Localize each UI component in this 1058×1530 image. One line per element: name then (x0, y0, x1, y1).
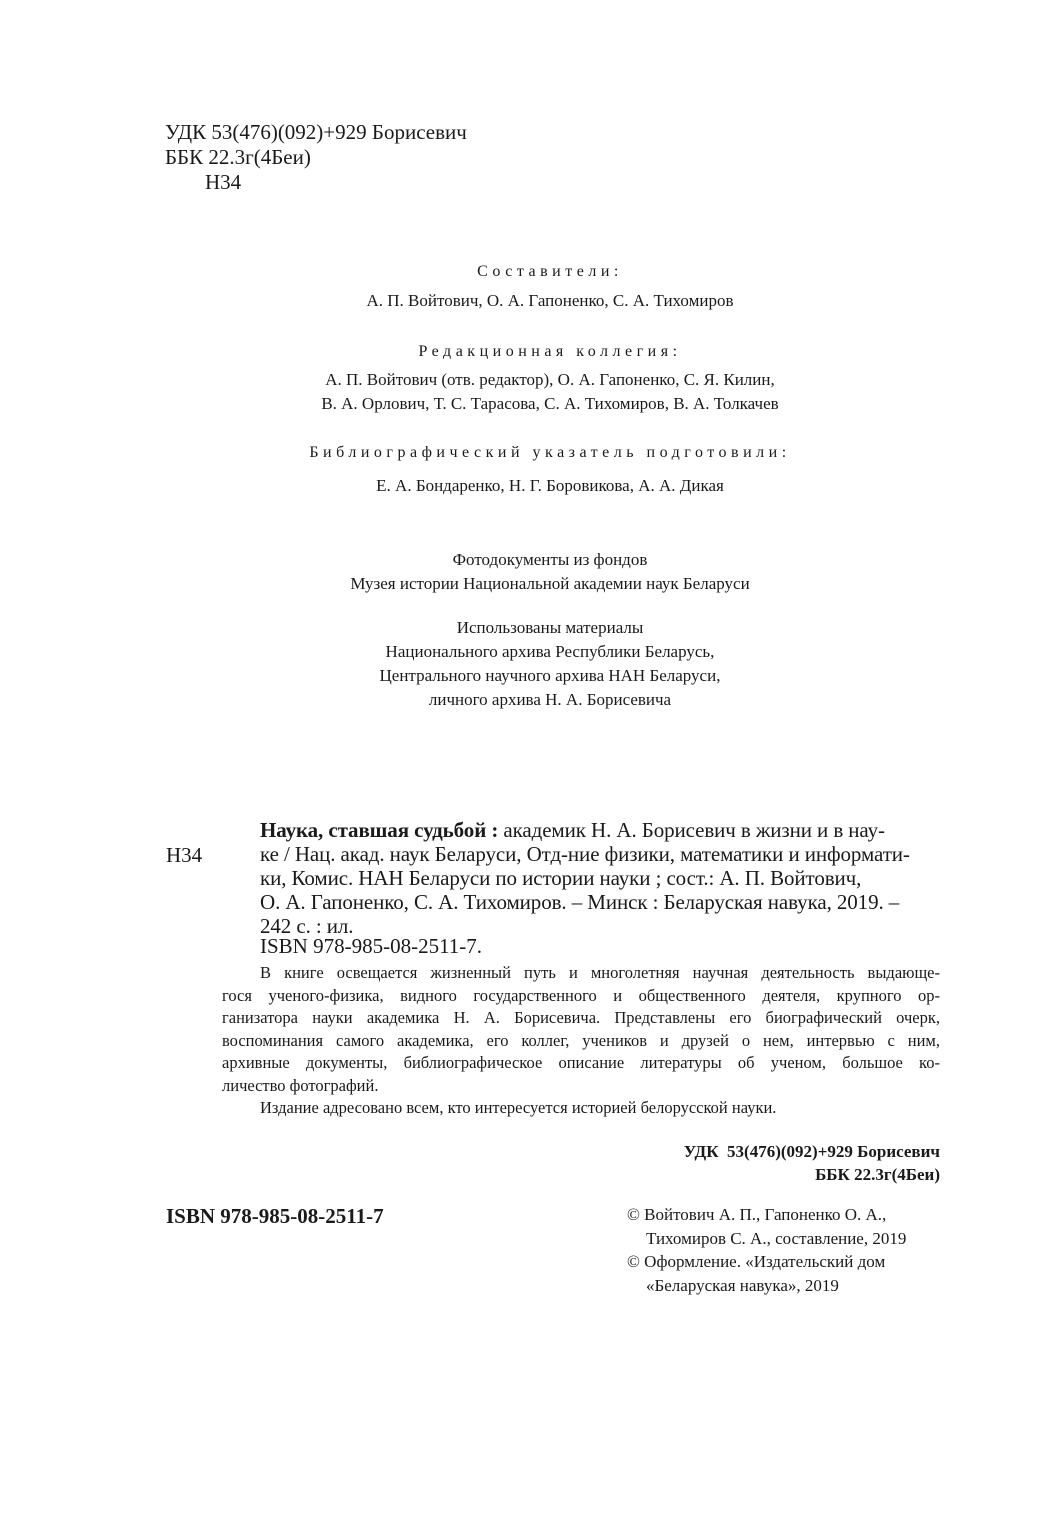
footer-bbk: ББК 22.3г(4Беи) (815, 1165, 940, 1184)
catalog-line: ки, Комис. НАН Беларуси по истории науки ; сост.: А. П. Войтович, (260, 866, 862, 890)
materials-line: Центрального научного архива НАН Беларуси, (379, 666, 721, 685)
udk-code: УДК 53(476)(092)+929 Борисевич (165, 120, 467, 144)
copyright-line: © Оформление. «Издательский дом (627, 1252, 886, 1271)
bibliography-heading: Библиографический указатель подготовили: (309, 444, 791, 461)
materials-block (250, 616, 850, 712)
catalog-line: О. А. Гапоненко, С. А. Тихомиров. – Минск : Беларуская навука, 2019. – (260, 890, 900, 914)
abstract-line: Издание адресовано всем, кто интересуется историей белорусской науки. (260, 1098, 777, 1117)
author-sign: Н34 (205, 170, 242, 194)
compilers-block (250, 260, 850, 313)
materials-line: Национального архива Республики Беларусь, (385, 642, 715, 661)
bibliography-block (250, 441, 850, 498)
photo-sources-block (250, 548, 850, 596)
abstract (222, 962, 940, 1120)
card-isbn: ISBN 978-985-08-2511-7. (260, 934, 483, 958)
copyright-block (627, 1203, 906, 1297)
copyright-line: © Войтович А. П., Гапоненко О. А., (627, 1205, 887, 1224)
editorial-board-line: В. А. Орлович, Т. С. Тарасова, С. А. Тихомиров, В. А. Толкачев (321, 394, 779, 413)
catalog-line: Наука, ставшая судьбой : академик Н. А. Борисевич в жизни и в нау- (260, 818, 885, 842)
catalog-line: 242 с. : ил. (260, 914, 354, 938)
abstract-line: личество фотографий. (222, 1075, 379, 1095)
catalog-description (260, 818, 940, 938)
bbk-code: ББК 22.3г(4Беи) (165, 145, 311, 169)
editorial-board-line: А. П. Войтович (отв. редактор), О. А. Гапоненко, С. Я. Килин, (325, 370, 775, 389)
copyright-line: Тихомиров С. А., составление, 2019 (646, 1228, 907, 1248)
editorial-board-heading: Редакционная коллегия: (418, 343, 682, 360)
materials-line: личного архива Н. А. Борисевича (428, 690, 672, 709)
photo-sources-line: Музея истории Национальной академии наук Беларуси (350, 574, 750, 593)
abstract-line: ганизатора науки академика Н. А. Борисевича. Представлены его биографический очерк, (222, 1008, 940, 1027)
classification-codes (165, 120, 467, 195)
abstract-line: архивные документы, библиографическое описание литературы об ученом, большое ко- (222, 1053, 940, 1072)
footer-udk: УДК 53(476)(092)+929 Борисевич (683, 1142, 940, 1161)
compilers-names: А. П. Войтович, О. А. Гапоненко, С. А. Тихомиров (366, 291, 734, 310)
editorial-board-block (250, 340, 850, 416)
card-author-sign: Н34 (166, 843, 203, 867)
isbn-bold: ISBN 978-985-08-2511-7 (166, 1204, 384, 1228)
materials-line: Использованы материалы (456, 618, 644, 637)
photo-sources-line: Фотодокументы из фондов (452, 550, 648, 569)
abstract-line: В книге освещается жизненный путь и многолетняя научная деятельность выдающе- (260, 963, 940, 982)
compilers-heading: Составители: (477, 263, 623, 280)
bibliography-names: Е. А. Бондаренко, Н. Г. Боровикова, А. А. Дикая (376, 476, 724, 495)
catalog-line: ке / Нац. акад. наук Беларуси, Отд-ние физики, математики и информати- (260, 842, 910, 866)
abstract-line: воспоминания самого академика, его коллег, учеников и друзей о нем, интервью с ним, (222, 1030, 940, 1050)
footer-classification-codes (684, 1140, 940, 1186)
abstract-line: гося ученого-физика, видного государственного и общественного деятеля, крупного ор- (222, 985, 940, 1005)
book-title: Наука, ставшая судьбой : (260, 818, 499, 842)
copyright-line: «Беларуская навука», 2019 (646, 1275, 839, 1295)
